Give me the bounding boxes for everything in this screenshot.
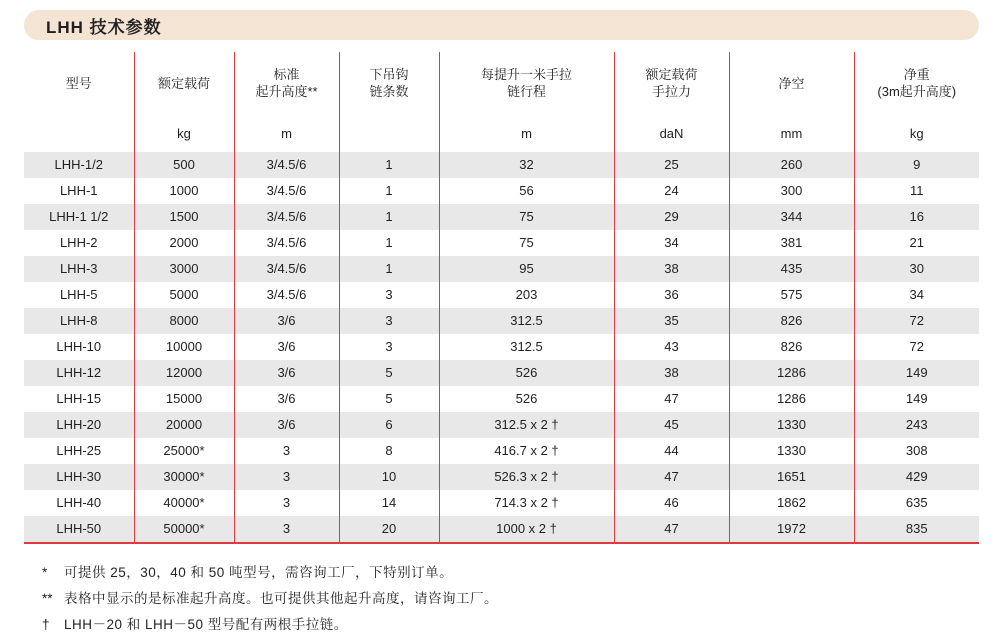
column-unit-headroom: mm — [729, 114, 854, 152]
footnote-marker: ** — [42, 591, 53, 606]
table-cell: 1330 — [729, 412, 854, 438]
table-cell: 30 — [854, 256, 979, 282]
page-title: LHH 技术参数 — [46, 17, 162, 37]
table-cell: 312.5 — [439, 308, 614, 334]
column-header-hand-pull-text: 额定载荷 手拉力 — [645, 67, 698, 99]
table-cell: 9 — [854, 152, 979, 178]
table-cell: 1 — [339, 204, 439, 230]
table-row — [24, 386, 979, 412]
spec-sheet-page — [0, 10, 1003, 632]
page-title-banner — [24, 10, 979, 40]
table-cell: 575 — [729, 282, 854, 308]
cell-model: LHH-30 — [24, 464, 134, 490]
table-cell: 1 — [339, 256, 439, 282]
table-cell: 46 — [614, 490, 729, 516]
table-cell: 3/4.5/6 — [234, 204, 339, 230]
table-cell: 12000 — [134, 360, 234, 386]
table-row — [24, 256, 979, 282]
cell-model: LHH-1 — [24, 178, 134, 204]
table-row — [24, 516, 979, 543]
table-cell: 5 — [339, 360, 439, 386]
table-cell: 2000 — [134, 230, 234, 256]
table-cell: 47 — [614, 464, 729, 490]
specifications-table — [24, 52, 979, 544]
footnote-text: 表格中显示的是标准起升高度。也可提供其他起升高度，请咨询工厂。 — [64, 591, 498, 606]
cell-model: LHH-8 — [24, 308, 134, 334]
column-header-headroom-text: 净空 — [778, 75, 805, 91]
table-cell: 44 — [614, 438, 729, 464]
table-cell: 3 — [234, 490, 339, 516]
column-header-hand-pull — [614, 52, 729, 114]
table-cell: 1972 — [729, 516, 854, 543]
cell-model: LHH-1/2 — [24, 152, 134, 178]
table-cell: 1651 — [729, 464, 854, 490]
cell-model: LHH-2 — [24, 230, 134, 256]
column-header-hand-chain-travel-text: 每提升一米手拉 链行程 — [480, 67, 572, 99]
table-row — [24, 360, 979, 386]
footnote-marker: † — [42, 617, 50, 632]
table-row — [24, 438, 979, 464]
table-cell: 3/4.5/6 — [234, 256, 339, 282]
table-cell: 72 — [854, 308, 979, 334]
column-unit-standard-lift: m — [234, 114, 339, 152]
table-header-row-units — [24, 114, 979, 152]
footnote — [24, 560, 979, 586]
table-cell: 30000* — [134, 464, 234, 490]
column-header-rated-load — [134, 52, 234, 114]
table-cell: 21 — [854, 230, 979, 256]
table-cell: 20000 — [134, 412, 234, 438]
table-row — [24, 412, 979, 438]
column-unit-hand-pull: daN — [614, 114, 729, 152]
table-cell: 3000 — [134, 256, 234, 282]
table-cell: 3/6 — [234, 334, 339, 360]
table-cell: 40000* — [134, 490, 234, 516]
table-cell: 50000* — [134, 516, 234, 543]
column-unit-net-weight: kg — [854, 114, 979, 152]
column-header-model — [24, 52, 134, 114]
table-cell: 3 — [234, 464, 339, 490]
table-cell: 20 — [339, 516, 439, 543]
table-row — [24, 334, 979, 360]
column-header-hand-chain-travel — [439, 52, 614, 114]
column-header-net-weight — [854, 52, 979, 114]
table-cell: 526 — [439, 386, 614, 412]
column-header-chain-falls — [339, 52, 439, 114]
table-cell: 24 — [614, 178, 729, 204]
table-cell: 29 — [614, 204, 729, 230]
footnote-text: 可提供 25，30，40 和 50 吨型号，需咨询工厂，下特别订单。 — [64, 565, 454, 580]
footnote — [24, 586, 979, 612]
table-cell: 312.5 x 2 † — [439, 412, 614, 438]
table-header-row-labels — [24, 52, 979, 114]
table-cell: 3 — [234, 516, 339, 543]
table-row — [24, 152, 979, 178]
cell-model: LHH-25 — [24, 438, 134, 464]
table-row — [24, 282, 979, 308]
table-cell: 635 — [854, 490, 979, 516]
column-header-model-text: 型号 — [65, 75, 92, 91]
table-cell: 3/6 — [234, 386, 339, 412]
table-cell: 8 — [339, 438, 439, 464]
table-cell: 95 — [439, 256, 614, 282]
table-cell: 308 — [854, 438, 979, 464]
table-cell: 3 — [339, 282, 439, 308]
table-cell: 5000 — [134, 282, 234, 308]
table-cell: 1862 — [729, 490, 854, 516]
table-cell: 526 — [439, 360, 614, 386]
table-row — [24, 308, 979, 334]
table-cell: 3/6 — [234, 412, 339, 438]
table-cell: 429 — [854, 464, 979, 490]
column-unit-hand-chain-travel: m — [439, 114, 614, 152]
table-header — [24, 52, 979, 152]
table-cell: 47 — [614, 516, 729, 543]
footnotes — [24, 560, 979, 638]
table-cell: 1286 — [729, 386, 854, 412]
table-cell: 8000 — [134, 308, 234, 334]
cell-model: LHH-1 1/2 — [24, 204, 134, 230]
table-cell: 5 — [339, 386, 439, 412]
table-cell: 149 — [854, 360, 979, 386]
table-row — [24, 204, 979, 230]
table-body — [24, 152, 979, 543]
table-cell: 300 — [729, 178, 854, 204]
cell-model: LHH-50 — [24, 516, 134, 543]
table-cell: 203 — [439, 282, 614, 308]
table-row — [24, 178, 979, 204]
column-unit-chain-falls — [339, 114, 439, 152]
table-cell: 1 — [339, 178, 439, 204]
table-cell: 435 — [729, 256, 854, 282]
cell-model: LHH-3 — [24, 256, 134, 282]
table-cell: 260 — [729, 152, 854, 178]
table-cell: 3/6 — [234, 360, 339, 386]
table-cell: 344 — [729, 204, 854, 230]
cell-model: LHH-20 — [24, 412, 134, 438]
footnote-text: LHH－20 和 LHH－50 型号配有两根手拉链。 — [64, 617, 348, 632]
table-cell: 47 — [614, 386, 729, 412]
table-cell: 11 — [854, 178, 979, 204]
column-header-net-weight-text: 净重 (3m起升高度) — [877, 67, 957, 99]
table-cell: 3/4.5/6 — [234, 152, 339, 178]
table-cell: 38 — [614, 256, 729, 282]
table-cell: 10000 — [134, 334, 234, 360]
cell-model: LHH-5 — [24, 282, 134, 308]
table-cell: 25000* — [134, 438, 234, 464]
table-cell: 826 — [729, 308, 854, 334]
table-cell: 36 — [614, 282, 729, 308]
table-cell: 1000 — [134, 178, 234, 204]
table-cell: 1 — [339, 152, 439, 178]
table-cell: 6 — [339, 412, 439, 438]
table-cell: 10 — [339, 464, 439, 490]
cell-model: LHH-12 — [24, 360, 134, 386]
table-cell: 526.3 x 2 † — [439, 464, 614, 490]
table-cell: 45 — [614, 412, 729, 438]
cell-model: LHH-15 — [24, 386, 134, 412]
table-cell: 3/4.5/6 — [234, 230, 339, 256]
table-cell: 3/6 — [234, 308, 339, 334]
table-cell: 14 — [339, 490, 439, 516]
column-header-standard-lift — [234, 52, 339, 114]
footnote-marker: * — [42, 565, 48, 580]
table-cell: 72 — [854, 334, 979, 360]
table-cell: 35 — [614, 308, 729, 334]
table-cell: 714.3 x 2 † — [439, 490, 614, 516]
table-cell: 500 — [134, 152, 234, 178]
table-cell: 34 — [614, 230, 729, 256]
table-row — [24, 490, 979, 516]
table-cell: 3 — [339, 334, 439, 360]
table-cell: 1000 x 2 † — [439, 516, 614, 543]
table-cell: 835 — [854, 516, 979, 543]
table-cell: 312.5 — [439, 334, 614, 360]
table-cell: 43 — [614, 334, 729, 360]
table-cell: 416.7 x 2 † — [439, 438, 614, 464]
table-cell: 1286 — [729, 360, 854, 386]
table-cell: 32 — [439, 152, 614, 178]
table-cell: 16 — [854, 204, 979, 230]
table-row — [24, 230, 979, 256]
table-cell: 1330 — [729, 438, 854, 464]
table-cell: 381 — [729, 230, 854, 256]
table-cell: 243 — [854, 412, 979, 438]
table-cell: 25 — [614, 152, 729, 178]
table-cell: 1 — [339, 230, 439, 256]
column-header-rated-load-text: 额定载荷 — [157, 75, 210, 91]
table-cell: 75 — [439, 204, 614, 230]
table-cell: 38 — [614, 360, 729, 386]
table-cell: 56 — [439, 178, 614, 204]
table-cell: 3 — [234, 438, 339, 464]
table-cell: 3/4.5/6 — [234, 178, 339, 204]
table-row — [24, 464, 979, 490]
table-cell: 3 — [339, 308, 439, 334]
table-cell: 75 — [439, 230, 614, 256]
column-unit-rated-load: kg — [134, 114, 234, 152]
cell-model: LHH-10 — [24, 334, 134, 360]
table-cell: 3/4.5/6 — [234, 282, 339, 308]
column-header-standard-lift-text: 标准 起升高度** — [255, 67, 318, 99]
column-unit-model — [24, 114, 134, 152]
table-cell: 34 — [854, 282, 979, 308]
column-header-headroom — [729, 52, 854, 114]
footnote — [24, 612, 979, 638]
table-cell: 15000 — [134, 386, 234, 412]
column-header-chain-falls-text: 下吊钩 链条数 — [369, 67, 409, 99]
cell-model: LHH-40 — [24, 490, 134, 516]
table-cell: 149 — [854, 386, 979, 412]
table-cell: 1500 — [134, 204, 234, 230]
table-cell: 826 — [729, 334, 854, 360]
